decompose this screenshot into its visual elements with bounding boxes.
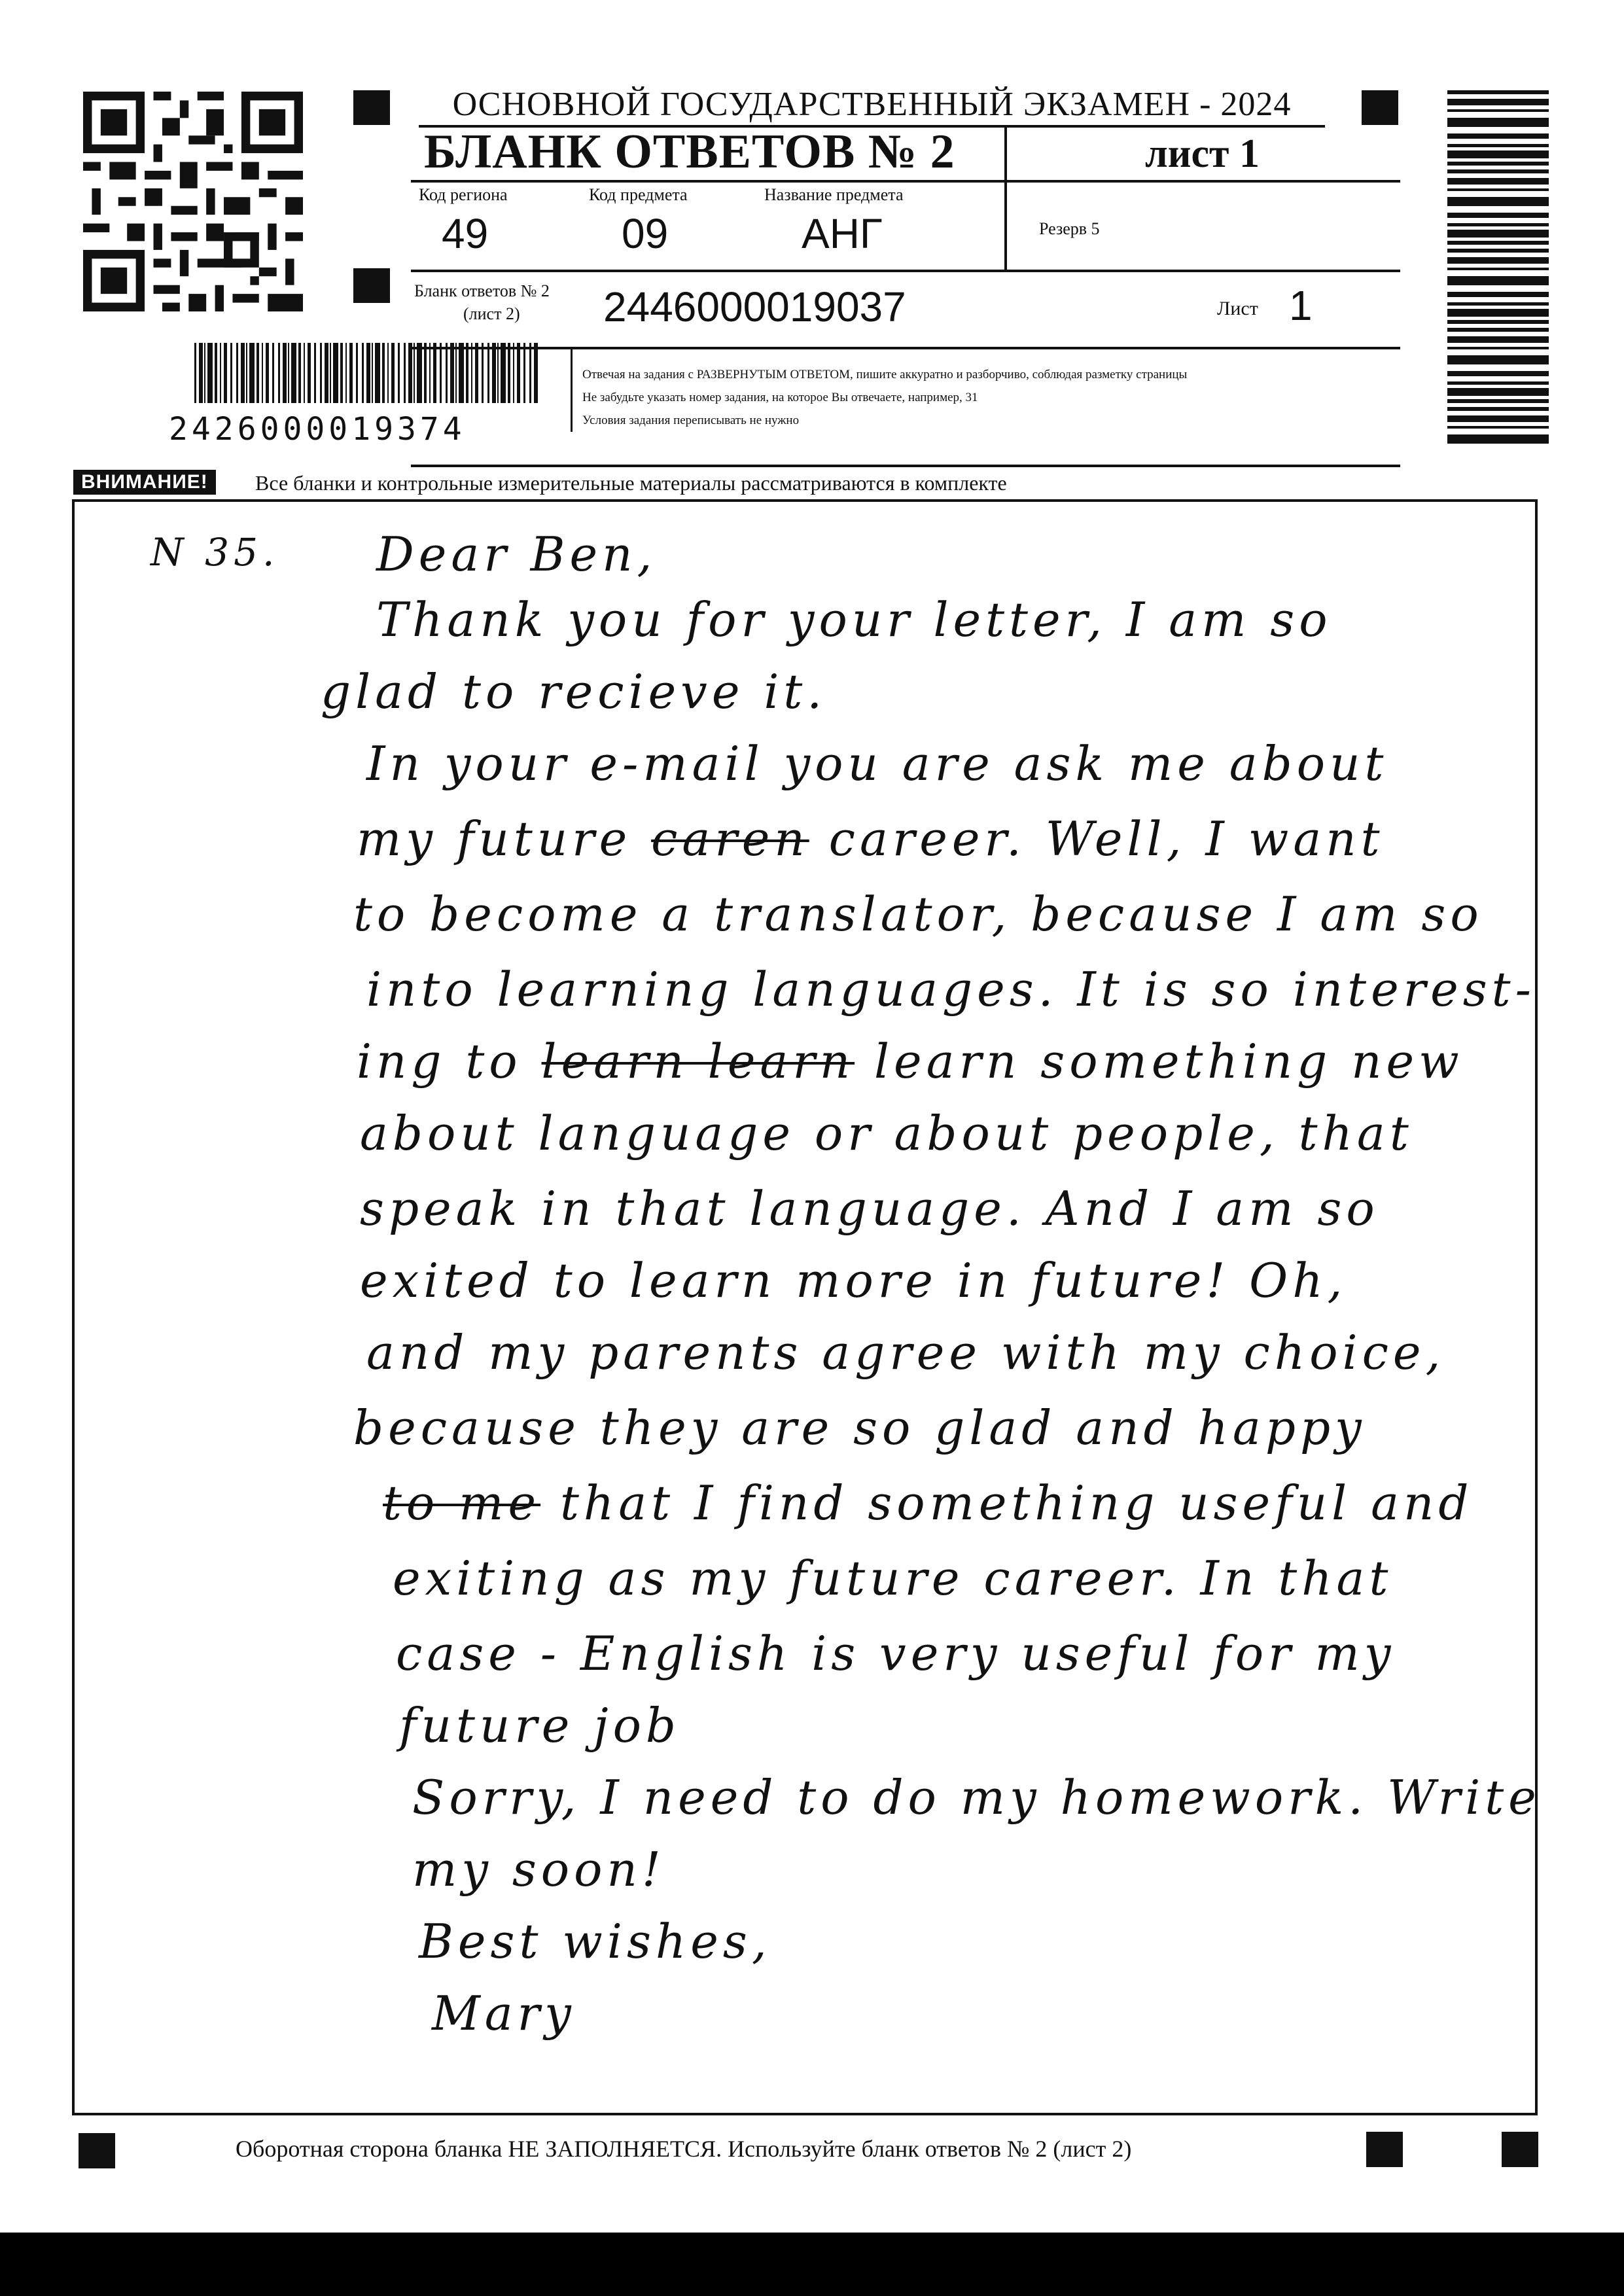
handwritten-text: Best wishes, [419,1914,771,1969]
blank-title: БЛАНК ОТВЕТОВ № 2 [424,125,955,179]
handwritten-text: learn something new [855,1034,1464,1089]
answer-line [412,1842,665,1897]
alignment-marker [353,268,390,303]
blank-ref-label: Бланк ответов № 2 [414,281,550,300]
crossed-out-text: learn learn [541,1034,855,1089]
subject-code-value: 09 [622,210,669,257]
answer-line [393,1551,1392,1606]
handwritten-text: speak in that language. And I am so [360,1181,1379,1236]
answer-line [376,527,656,582]
subject-name-label: Название предмета [764,185,904,204]
handwritten-text: case - English is very useful for my [396,1626,1396,1681]
instruction-notes [582,363,1187,432]
attention-badge: ВНИМАНИЕ! [73,470,216,495]
answer-line [353,887,1483,942]
handwritten-text: to become a translator, because I am so [353,887,1483,942]
region-code-label: Код региона [419,185,508,204]
instruction-note: Отвечая на задания с РАЗВЕРНУТЫМ ОТВЕТОМ, пишите аккуратно и разборчиво, соблюдая разметку страницы [582,368,1188,381]
scan-edge-band [0,2233,1624,2296]
answer-line [376,592,1332,647]
handwritten-text: about language or about people, that [360,1106,1413,1161]
answer-line [396,1626,1395,1681]
handwritten-text: Dear Ben, [376,527,657,582]
region-code-value: 49 [442,210,489,257]
vertical-barcode [1447,90,1549,453]
alignment-marker [353,90,390,125]
header-divider [1004,128,1007,272]
footer-note: Оборотная сторона бланка НЕ ЗАПОЛНЯЕТСЯ. Используйте бланк ответов № 2 (лист 2) [236,2136,1132,2162]
handwritten-text: career. Well, I want [809,811,1385,866]
handwritten-text: glad to recieve it. [321,664,827,719]
handwritten-text: because they are so glad and happy [353,1400,1366,1455]
handwritten-text: ing to [357,1034,542,1089]
barcode-number: 2426000019374 [169,411,466,448]
answer-line [383,1475,1473,1530]
answer-line [357,811,1385,866]
handwritten-text: exiting as my future career. In that [393,1551,1393,1606]
alignment-marker [1502,2132,1538,2167]
barcode [194,343,541,403]
answer-line [366,962,1536,1017]
header-divider [411,270,1400,272]
handwritten-text: Sorry, I need to do my homework. Write [412,1770,1541,1825]
handwritten-text: future job [399,1698,680,1753]
reserve-label: Резерв 5 [1039,219,1100,238]
crossed-out-text: to me [383,1475,541,1530]
answer-line [360,1253,1347,1308]
header-divider [571,347,573,432]
handwritten-text: exited to learn more in future! Oh, [360,1253,1347,1308]
qr-code [77,92,309,311]
answer-line [432,1986,576,2041]
header-divider [411,465,1400,467]
handwritten-text: Mary [432,1986,576,2041]
alignment-marker [1362,90,1398,125]
sheet-title: лист 1 [1145,132,1260,176]
answer-line [366,736,1388,791]
answer-line [321,664,826,719]
handwritten-text: Thank you for your letter, I am so [376,592,1332,647]
instruction-note: Условия задания переписывать не нужно [582,414,800,427]
attention-text: Все бланки и контрольные измерительные материалы рассматриваются в комплекте [255,471,1007,495]
answer-line [412,1770,1541,1825]
crossed-out-text: caren [651,811,809,866]
answer-line [357,1034,1464,1089]
header-divider [411,347,1400,349]
answer-line [399,1698,680,1753]
answer-line [360,1181,1379,1236]
alignment-marker [1366,2132,1403,2167]
handwritten-text: my soon! [412,1842,665,1897]
handwritten-text: In your e-mail you are ask me about [366,736,1388,791]
sheet-number: 1 [1289,282,1313,329]
answer-line [360,1106,1413,1161]
alignment-marker [79,2133,115,2168]
answer-line [419,1914,771,1969]
sheet-label: Лист [1217,298,1258,319]
header-divider [411,180,1400,183]
subject-code-label: Код предмета [589,185,688,204]
exam-title: ОСНОВНОЙ ГОСУДАРСТВЕННЫЙ ЭКЗАМЕН - 2024 [419,85,1325,128]
instruction-note: Не забудьте указать номер задания, на которое Вы отвечаете, например, 31 [582,391,978,404]
task-number: N 35. [150,530,279,574]
blank-ref-number: 2446000019037 [603,283,906,330]
blank-ref-sublabel: (лист 2) [463,304,520,323]
handwritten-text: and my parents agree with my choice, [366,1325,1445,1380]
handwritten-text: into learning languages. It is so interest- [366,962,1536,1017]
handwritten-text: that I find something useful and [540,1475,1474,1530]
answer-line [353,1400,1366,1455]
subject-name-value: АНГ [802,210,883,257]
answer-line [366,1325,1445,1380]
handwritten-text: my future [357,811,652,866]
